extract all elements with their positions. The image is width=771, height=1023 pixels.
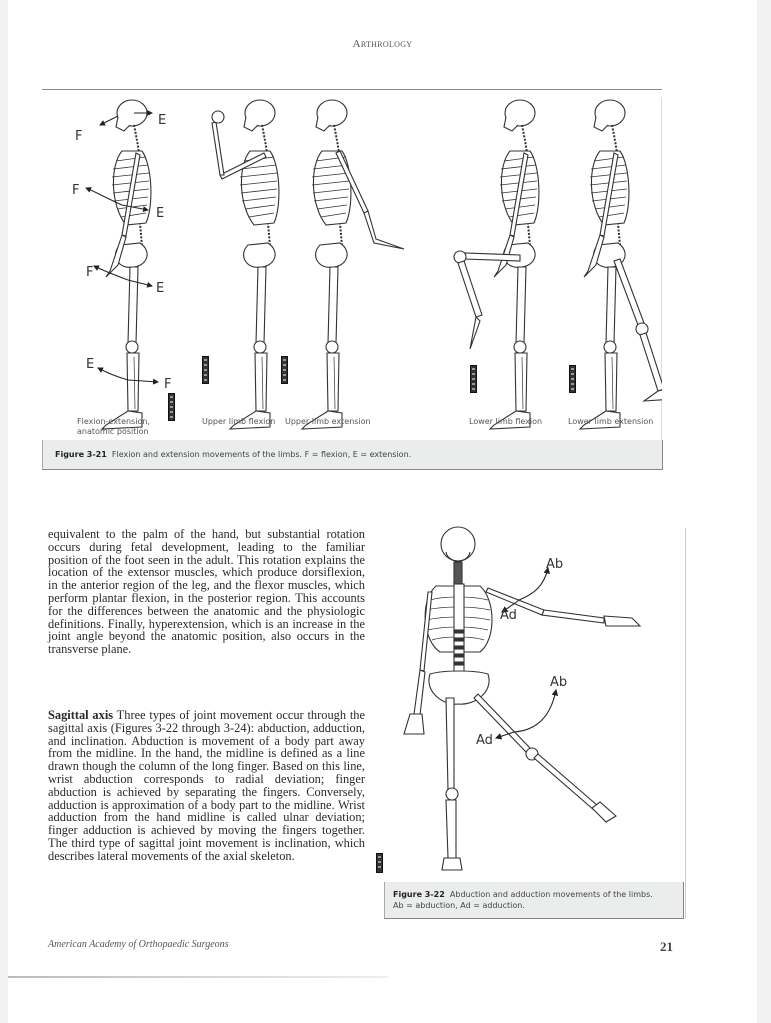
figure-3-22-illustration bbox=[384, 520, 684, 880]
caption-number: Figure 3-21 bbox=[55, 450, 107, 459]
panel-label-upper-flexion: Upper limb flexion bbox=[202, 417, 276, 426]
arrow-label-hip-front: F bbox=[86, 265, 94, 280]
arrow-label-head-front: F bbox=[75, 129, 83, 144]
arrow-label-trunk-front: F bbox=[72, 183, 80, 198]
book-page bbox=[8, 0, 757, 1023]
arrow-label-trunk-back: E bbox=[156, 206, 165, 221]
scale-bar bbox=[168, 393, 175, 421]
body-paragraph-sagittal-axis bbox=[48, 709, 365, 863]
scale-bar bbox=[376, 853, 383, 873]
caption-number: Figure 3-22 bbox=[393, 890, 445, 899]
caption-text-line2: Ab = abduction, Ad = adduction. bbox=[393, 901, 525, 910]
publisher-footer: American Academy of Orthopaedic Surgeons bbox=[48, 939, 229, 950]
panel-label-line: Flexion-extension, bbox=[77, 417, 150, 426]
leg-abduction-label: Ab bbox=[550, 675, 568, 690]
figure-border bbox=[685, 528, 686, 918]
scale-bar bbox=[281, 356, 288, 384]
arrow-label-ankle-back: F bbox=[164, 377, 172, 392]
panel-label-upper-extension: Upper limb extension bbox=[285, 417, 371, 426]
footer-rule bbox=[8, 976, 388, 978]
arrow-label-hip-back: E bbox=[156, 281, 165, 296]
scale-bar bbox=[202, 356, 209, 384]
figure-3-22-caption bbox=[384, 882, 684, 919]
panel-label-line: anatomic position bbox=[77, 427, 149, 436]
scale-bar bbox=[470, 365, 477, 393]
leg-adduction-label: Ad bbox=[476, 733, 493, 748]
panel-label-anatomic bbox=[77, 417, 150, 437]
arm-adduction-label: Ad bbox=[500, 608, 517, 623]
caption-text: Flexion and extension movements of the limbs. F = flexion, E = extension. bbox=[111, 450, 412, 459]
arm-abduction-label: Ab bbox=[546, 557, 564, 572]
caption-text: Abduction and adduction movements of the limbs. bbox=[449, 890, 653, 899]
page-number: 21 bbox=[660, 939, 673, 954]
running-head: Arthrology bbox=[352, 38, 413, 50]
panel-label-lower-extension: Lower limb extension bbox=[568, 417, 654, 426]
arrow-label-head-back: E bbox=[158, 113, 167, 128]
panel-label-lower-flexion: Lower limb flexion bbox=[469, 417, 543, 426]
scale-bar bbox=[569, 365, 576, 393]
figure-3-21-caption bbox=[42, 440, 663, 470]
body-paragraph: equivalent to the palm of the hand, but substantial rotation occurs during fetal development, leading to the familiar position of the foot seen in the adult. This rotation explains the location of the extensor muscles, which produce dorsiflexion, in the anterior region of the leg, and the flexor muscles, which perform plantar flexion, in the posterior region. This accounts for the differences between the anatomic and the physiologic definitions. Finally, hyperextension, which is an increase in the joint angle beyond the anatomic position, also occurs in the transverse plane. bbox=[48, 527, 365, 657]
paragraph-text: Three types of joint movement occur through the sagittal axis (Figures 3-22 through 3-24): abduction, adduction, and inclination. Abduction is movement of a body part away from the midline. In the hand, the midline is defined as a line drawn though the column of the long finger. Based on this line, wrist abduction corresponds to radial deviation; finger abduction is achieved by separating the fingers. Conversely, adduction is approximation of a body part to the midline. Wrist adduction from the hand midline is called ulnar deviation; finger adduction is achieved by moving the fingers together. The third type of sagittal joint movement is inclination, which describes lateral movements of the axial skeleton. bbox=[48, 708, 365, 863]
run-in-heading: Sagittal axis bbox=[48, 708, 114, 722]
arrow-label-ankle-front: E bbox=[86, 357, 95, 372]
